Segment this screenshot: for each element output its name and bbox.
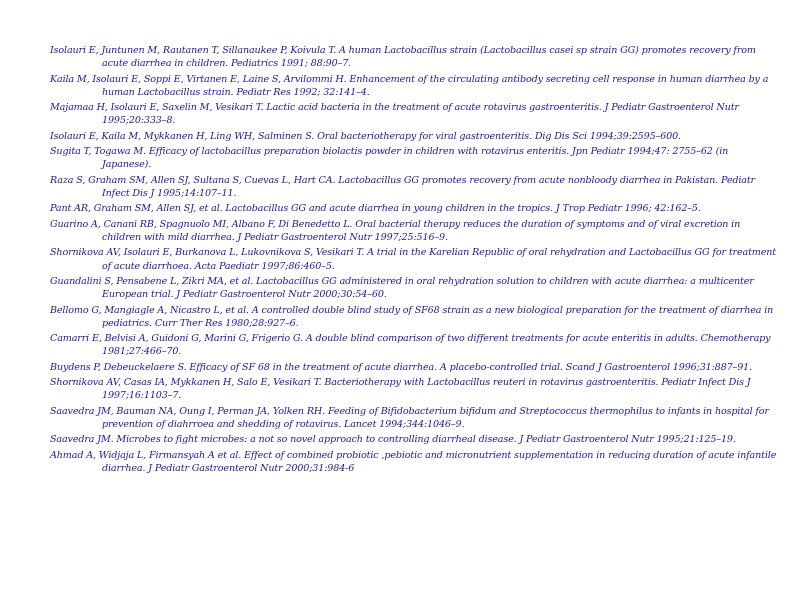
- reference-item: Camarri E, Belvisi A, Guidoni G, Marini G, Frigerio G. A double blind comparison of two different treatments for acute enteritis in adults. Chemotherapy 1981;27:466–70.: [50, 333, 771, 358]
- reference-item: Guarino A, Canani RB, Spagnuolo MI, Albano F, Di Benedetto L. Oral bacterial therapy reduces the duration of symptoms and of viral excretion in children with mild diarrhea. J Pediatr Gastroenterol Nutr 1997;25:516–9.: [50, 218, 741, 243]
- reference-item: Ahmad A, Widjaja L, Firmansyah A et al. Effect of combined probiotic ,pebiotic and micronutrient supplementation in reducing duration of acute infantile diarrhea. J Pediatr Gastroenterol Nutr 2000;31:984-6: [50, 449, 777, 474]
- reference-list: [50, 44, 780, 477]
- reference-item: Shornikova AV, Casas IA, Mykkanen H, Salo E, Vesikari T. Bacteriotherapy with Lactobacillus reuteri in rotavirus gastroenteritis. Pediatr Infect Dis J 1997;16:1103–7.: [50, 377, 751, 402]
- reference-item: Buydens P, Debeuckelaere S. Efficacy of SF 68 in the treatment of acute diarrhea. A placebo-controlled trial. Scand J Gastroenterol 1996;31:887–91.: [50, 361, 752, 373]
- reference-item: Shornikova AV, Isolauri E, Burkanova L, Lukovnikova S, Vesikari T. A trial in the Karelian Republic of oral rehydration and Lactobacillus GG for treatment of acute diarrhoea. Acta Paediatr 1997;86:460–5.: [50, 247, 776, 272]
- reference-item: Sugita T, Togawa M. Efficacy of lactobacillus preparation biolactis powder in children with rotavirus enteritis. Jpn Pediatr 1994;47: 2755–62 (in Japanese).: [50, 146, 729, 171]
- reference-item: Majamaa H, Isolauri E, Saxelin M, Vesikari T. Lactic acid bacteria in the treatment of acute rotavirus gastroenteritis. J Pediatr Gastroenterol Nutr 1995;20:333–8.: [50, 102, 739, 127]
- reference-item: Saavedra JM. Microbes to fight microbes: a not so novel approach to controlling diarrheal disease. J Pediatr Gastroenterol Nutr 1995;21:125–19.: [50, 434, 736, 446]
- reference-item: Raza S, Graham SM, Allen SJ, Sultana S, Cuevas L, Hart CA. Lactobacillus GG promotes recovery from acute nonbloody diarrhea in Pakistan. Pediatr Infect Dis J 1995;14:107–11.: [50, 174, 755, 199]
- reference-item: Isolauri E, Kaila M, Mykkanen H, Ling WH, Salminen S. Oral bacteriotherapy for viral gastroenteritis. Dig Dis Sci 1994;39:2595–600.: [50, 130, 681, 142]
- reference-item: Kaila M, Isolauri E, Soppi E, Virtanen E, Laine S, Arvilommi H. Enhancement of the circulating antibody secreting cell response in human diarrhea by a human Lactobacillus strain. Pediatr Res 1992; 32:141–4.: [50, 73, 769, 98]
- reference-item: Saavedra JM, Bauman NA, Oung I, Perman JA, Yolken RH. Feeding of Bifidobacterium bifidum and Streptococcus thermophilus to infants in hospital for prevention of diahrroea and shedding of rotavirus. Lancet 1994;344:1046–9.: [50, 405, 769, 430]
- reference-item: Bellomo G, Mangiagle A, Nicastro L, et al. A controlled double blind study of SF68 strain as a new biological preparation for the treatment of diarrhea in pediatrics. Curr Ther Res 1980;28:927–6.: [50, 304, 774, 329]
- reference-item: Pant AR, Graham SM, Allen SJ, et al. Lactobacillus GG and acute diarrhea in young children in the tropics. J Trop Pediatr 1996; 42:162–5.: [50, 203, 701, 215]
- reference-item: Guandalini S, Pensabene L, Zikri MA, et al. Lactobacillus GG administered in oral rehydration solution to children with acute diarrhea: a multicenter European trial. J Pediatr Gastroenterol Nutr 2000;30:54–60.: [50, 275, 754, 301]
- reference-item: Isolauri E, Juntunen M, Rautanen T, Sillanaukee P, Koivula T. A human Lactobacillus strain (Lactobacillus casei sp strain GG) promotes recovery from acute diarrhea in children. Pediatrics 1991; 88:90–7.: [50, 45, 756, 70]
